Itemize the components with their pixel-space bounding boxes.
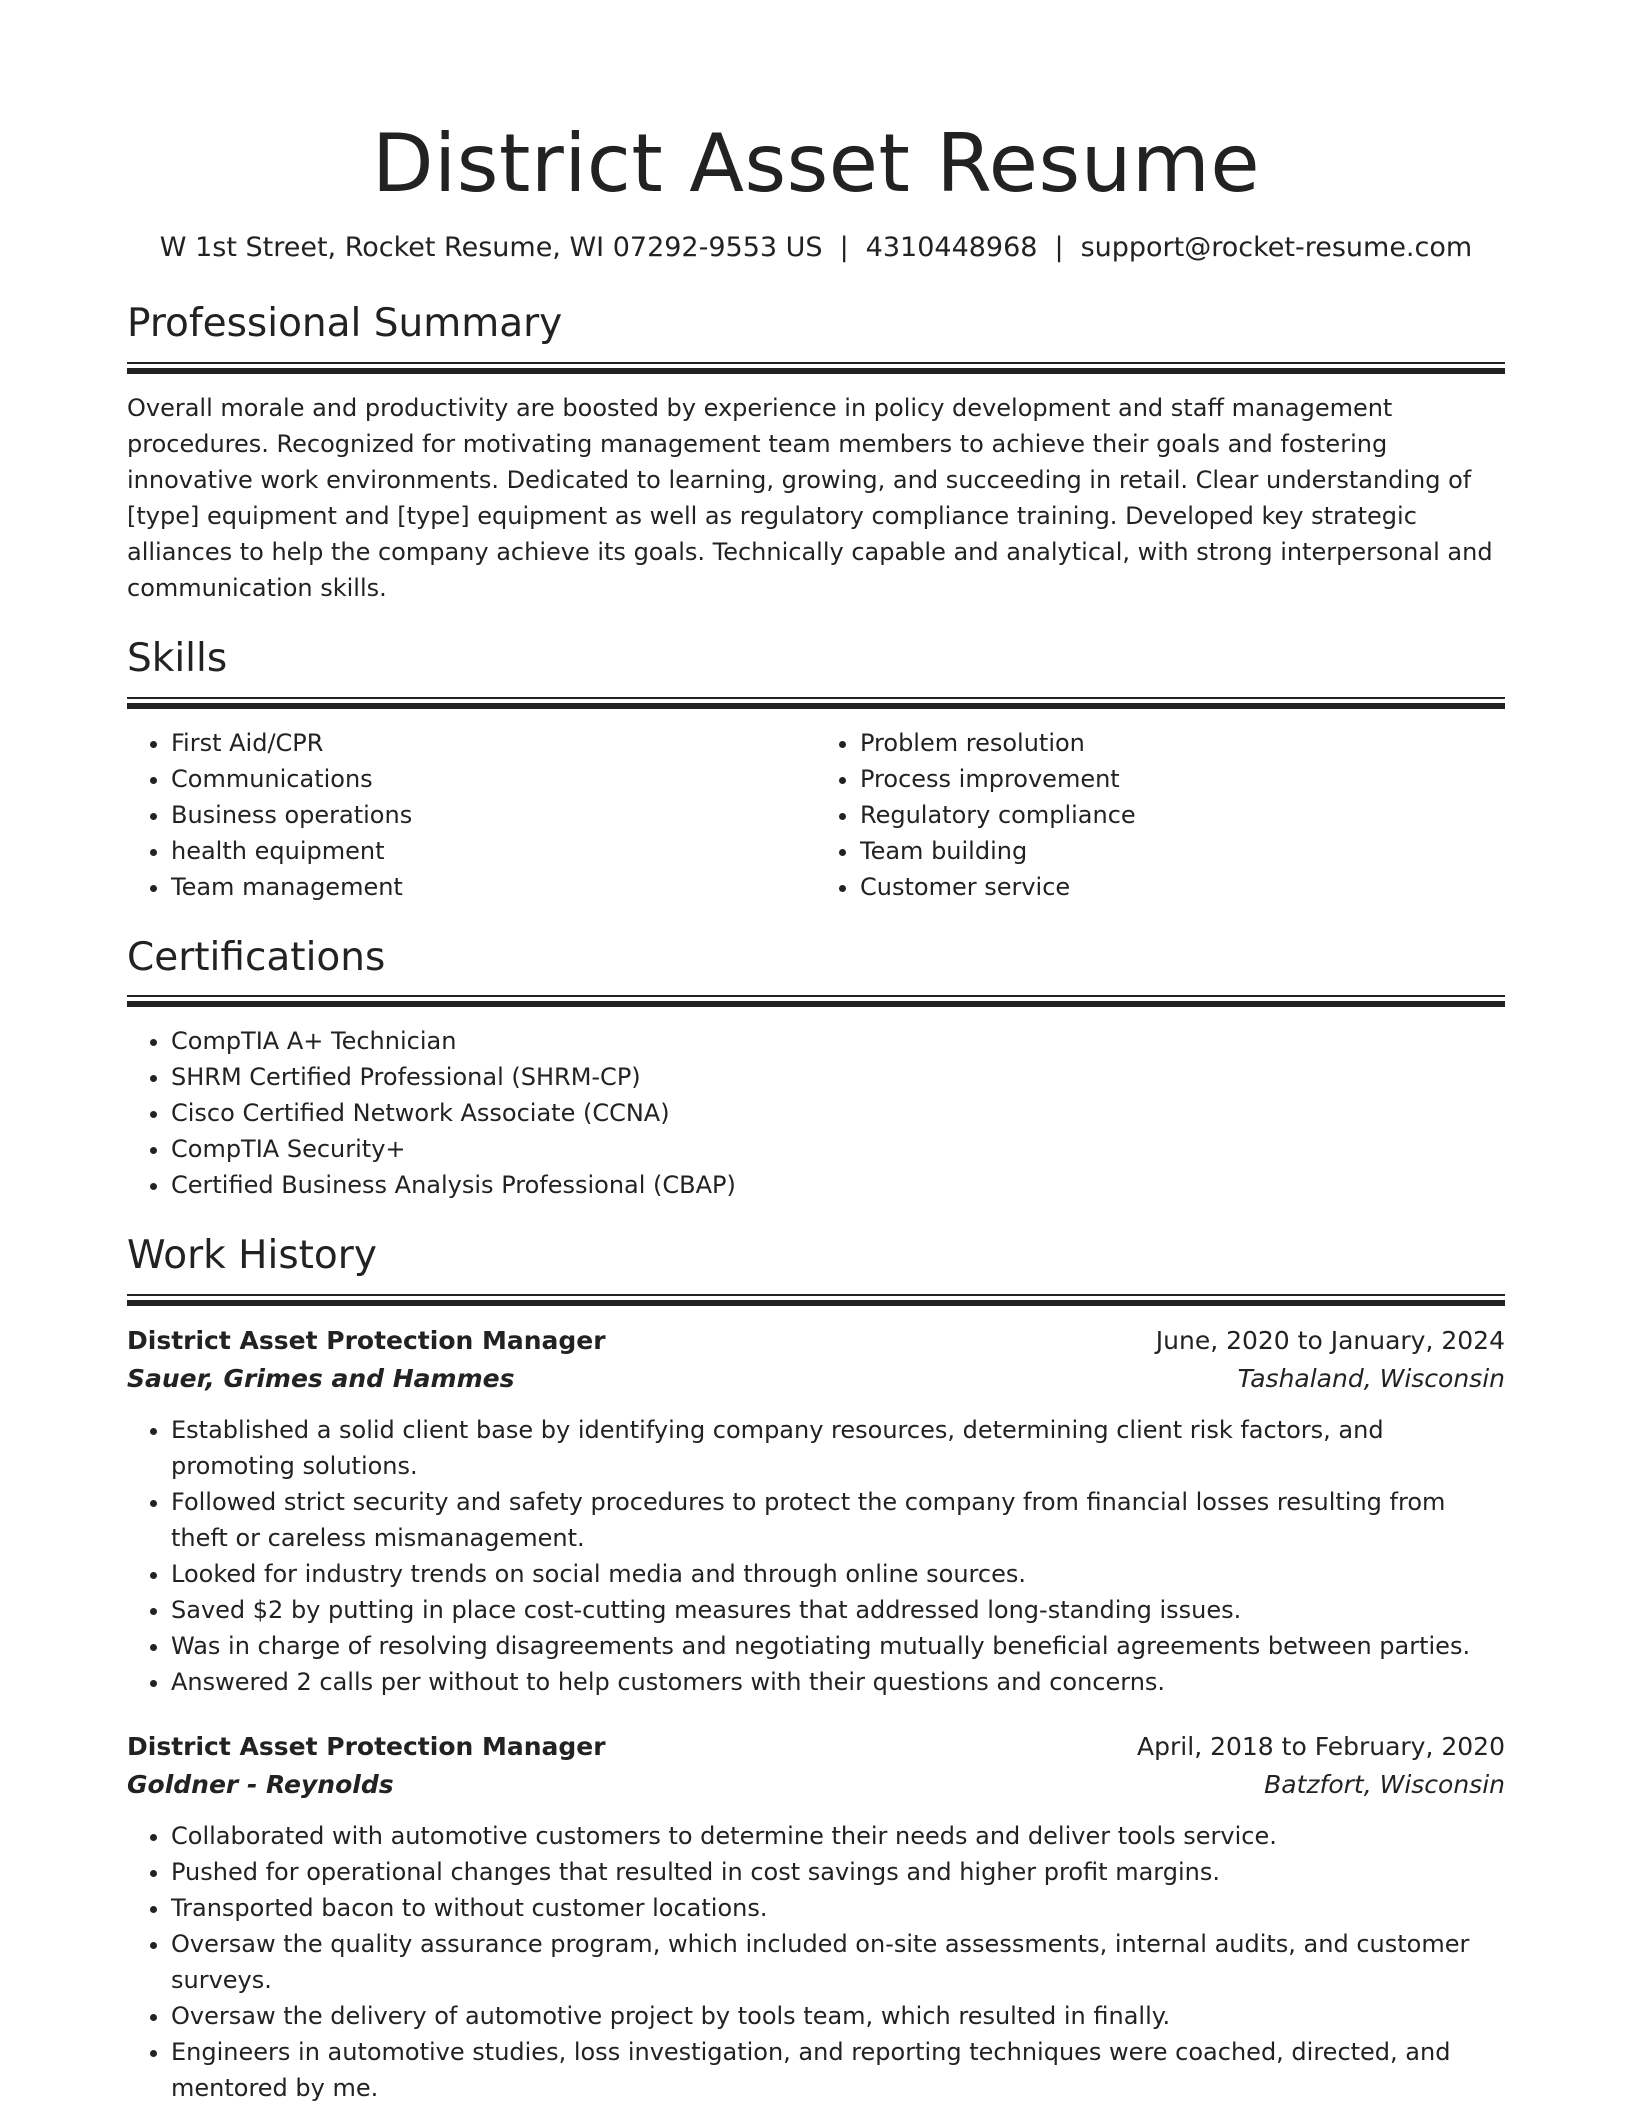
contact-phone: 4310448968 [865, 232, 1038, 263]
job-location: Tashaland, Wisconsin [1237, 1364, 1505, 1394]
skill-item: • Team management [171, 869, 816, 905]
contact-line [127, 232, 1505, 263]
skill-item: • Business operations [171, 797, 816, 833]
job-bullet: • Followed strict security and safety procedures to protect the company from financial losses resulting from theft or careless mismanagement. [171, 1484, 1505, 1556]
contact-separator: | [839, 232, 849, 263]
job-dates: June, 2020 to January, 2024 [1155, 1326, 1505, 1356]
work-history-section [127, 1233, 1505, 2106]
section-divider [127, 1294, 1505, 1306]
job-entry [127, 1322, 1505, 1700]
job-bullet: • Pushed for operational changes that resulted in cost savings and higher profit margins. [171, 1854, 1505, 1890]
job-title: District Asset Protection Manager [127, 1732, 606, 1762]
section-title-work-history: Work History [127, 1233, 377, 1279]
job-bullet: • Transported bacon to without customer locations. [171, 1890, 1505, 1926]
contact-email: support@rocket-resume.com [1080, 232, 1473, 263]
skill-item: • Communications [171, 761, 816, 797]
job-subheader [127, 1360, 1505, 1398]
section-title-skills: Skills [127, 635, 228, 681]
skill-item: • Problem resolution [860, 725, 1505, 761]
skills-list-right [816, 725, 1505, 905]
certification-item: • CompTIA A+ Technician [171, 1023, 1505, 1059]
job-bullet: • Oversaw the delivery of automotive project by tools team, which resulted in finally. [171, 1998, 1505, 2034]
section-divider [127, 362, 1505, 374]
summary-section [127, 301, 1505, 606]
skill-item: • Team building [860, 833, 1505, 869]
job-bullets [127, 1818, 1505, 2106]
certification-item: • Cisco Certified Network Associate (CCNA) [171, 1095, 1505, 1131]
job-header [127, 1728, 1505, 1766]
skill-item: • First Aid/CPR [171, 725, 816, 761]
job-subheader [127, 1766, 1505, 1804]
job-bullet: • Answered 2 calls per without to help customers with their questions and concerns. [171, 1664, 1505, 1700]
job-bullet: • Looked for industry trends on social media and through online sources. [171, 1556, 1505, 1592]
contact-separator: | [1054, 232, 1064, 263]
job-bullet: • Was in charge of resolving disagreements and negotiating mutually beneficial agreements between parties. [171, 1628, 1505, 1664]
skills-grid [127, 725, 1505, 905]
job-company: Sauer, Grimes and Hammes [127, 1364, 515, 1394]
section-title-certifications: Certifications [127, 934, 386, 980]
skills-list-left [127, 725, 816, 905]
contact-address: W 1st Street, Rocket Resume, WI 07292-9553 US [159, 232, 823, 263]
certification-item: • CompTIA Security+ [171, 1131, 1505, 1167]
certification-item: • Certified Business Analysis Professional (CBAP) [171, 1167, 1505, 1203]
job-dates: April, 2018 to February, 2020 [1137, 1732, 1505, 1762]
job-bullet: • Oversaw the quality assurance program, which included on-site assessments, internal audits, and customer surveys. [171, 1926, 1505, 1998]
section-divider [127, 697, 1505, 709]
certification-item: • SHRM Certified Professional (SHRM-CP) [171, 1059, 1505, 1095]
resume-title: District Asset Resume [371, 117, 1261, 210]
skill-item: • Customer service [860, 869, 1505, 905]
job-bullet: • Saved $2 by putting in place cost-cutting measures that addressed long-standing issues. [171, 1592, 1505, 1628]
certifications-list [127, 1023, 1505, 1203]
skill-item: • health equipment [171, 833, 816, 869]
job-bullet: • Engineers in automotive studies, loss investigation, and reporting techniques were coached, directed, and mentored by me. [171, 2034, 1505, 2106]
job-company: Goldner - Reynolds [127, 1770, 394, 1800]
job-bullets [127, 1412, 1505, 1700]
job-header [127, 1322, 1505, 1360]
skill-item: • Process improvement [860, 761, 1505, 797]
job-bullet: • Collaborated with automotive customers to determine their needs and deliver tools service. [171, 1818, 1505, 1854]
job-entry [127, 1728, 1505, 2106]
job-location: Batzfort, Wisconsin [1264, 1770, 1505, 1800]
skill-item: • Regulatory compliance [860, 797, 1505, 833]
job-title: District Asset Protection Manager [127, 1326, 606, 1356]
certifications-section [127, 935, 1505, 1204]
section-divider [127, 995, 1505, 1007]
section-title-summary: Professional Summary [127, 301, 563, 346]
job-bullet: • Established a solid client base by identifying company resources, determining client risk factors, and promoting solutions. [171, 1412, 1505, 1484]
summary-text: Overall morale and productivity are boosted by experience in policy development and staff management procedures. Recognized for motivating management team members to achieve their goals and fostering innovative work environments. Dedicated to learning, growing, and succeeding in retail. Clear understanding of [type] equipment and [type] equipment as well as regulatory compliance training. Developed key strategic alliances to help the company achieve its goals. Technically capable and analytical, with strong interpersonal and communication skills. [127, 393, 1493, 602]
skills-section [127, 636, 1505, 905]
